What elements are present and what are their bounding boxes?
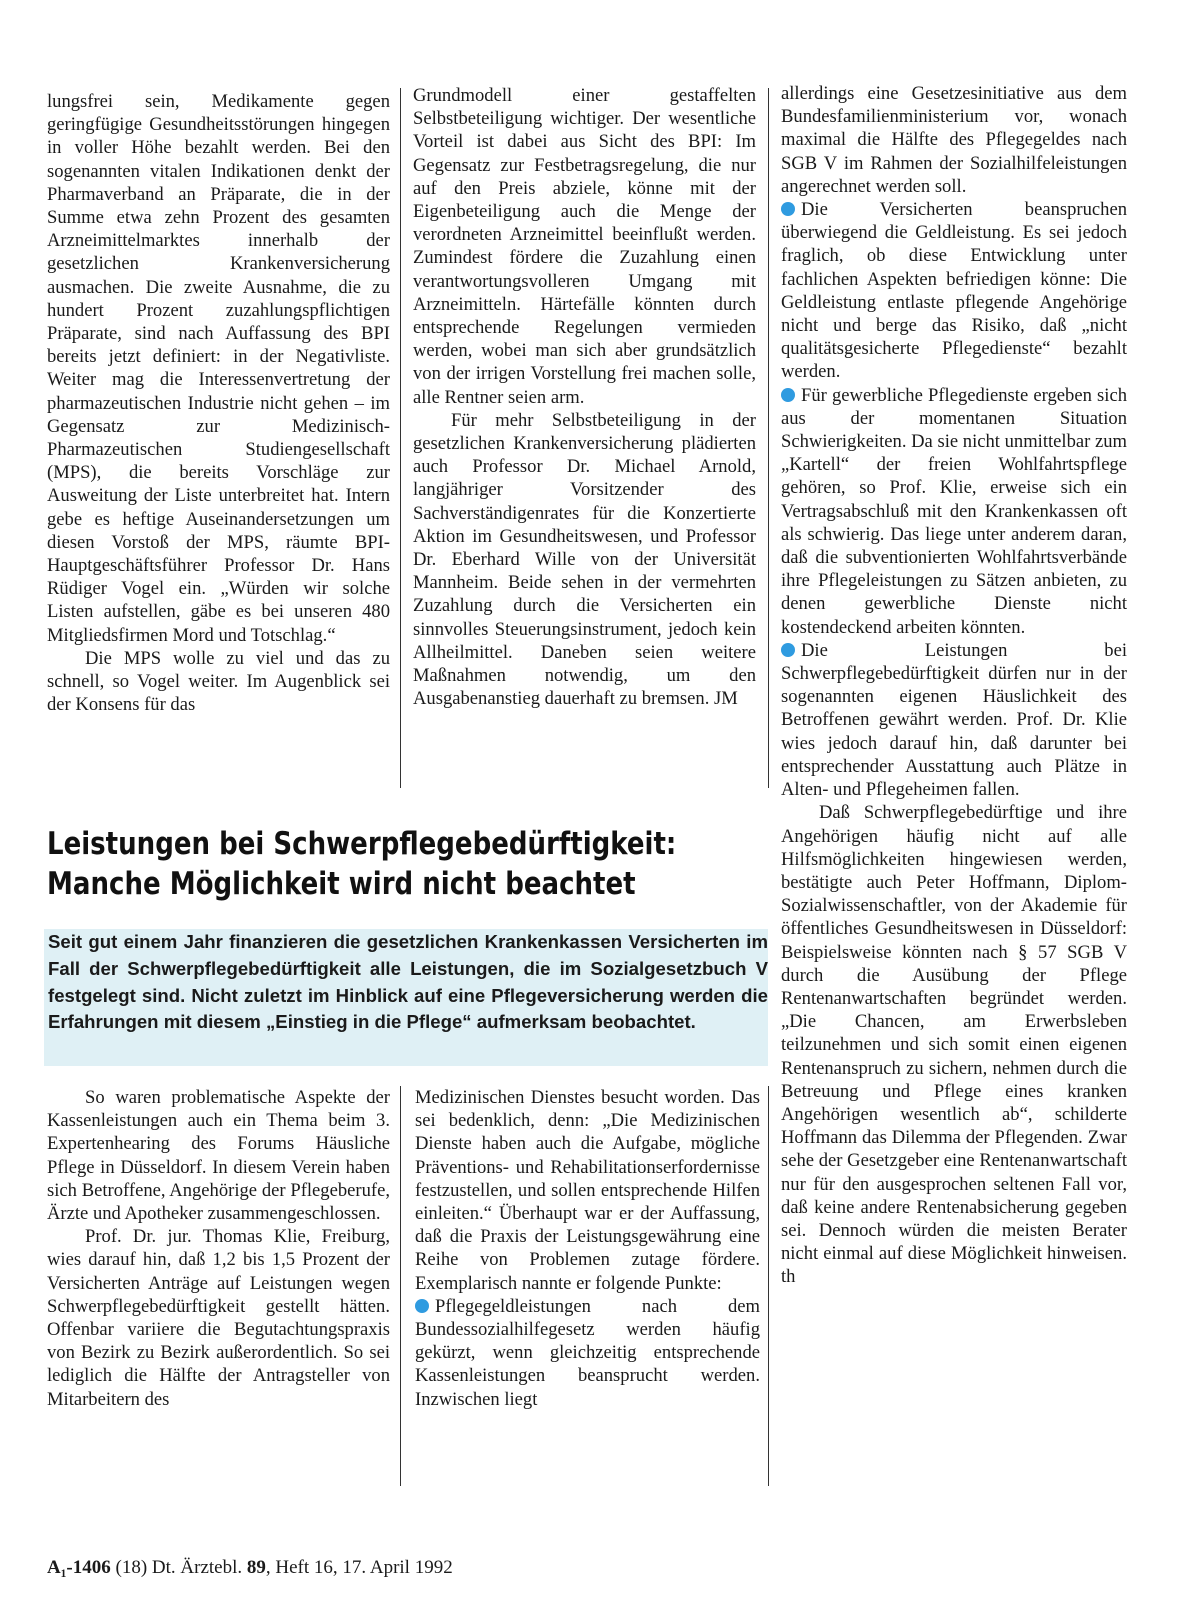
bullet-dot-icon — [415, 1299, 429, 1313]
paragraph-text: Pflegegeldleistungen nach dem Bundessozialhilfegesetz werden häufig gekürzt, wenn gleichzeitig entsprechende Kassenleistungen beansprucht werden. Inzwischen liegt — [415, 1295, 760, 1410]
bullet-dot-icon — [781, 202, 795, 216]
article-column-1 — [47, 90, 390, 716]
lead-paragraph: Seit gut einem Jahr finanzieren die gesetzlichen Krankenkassen Versicherten im Fall der Schwerpflegebedürftigkeit alle Leistungen, die im Sozialgesetzbuch V festgelegt sind. Nicht zuletzt im Hinblick auf eine Pflegeversicherung werden die Erfahrungen mit diesem „Einstieg in die Pflege“ aufmerksam beobachtet. — [44, 929, 768, 1066]
paragraph: lungsfrei sein, Medikamente gegen geringfügige Gesundheitsstörungen hingegen in voller Höhe bezahlt werden. Bei den sogenannten vitalen Indikationen denkt der Pharmaverband an Präparate, die in der Summe etwa zehn Prozent des gesamten Arzneimittelmarktes innerhalb der gesetzlichen Krankenversicherung ausmachen. Die zweite Ausnahme, die zu hundert Prozent zuzahlungspflichtigen Präparate, sind nach Auffassung des BPI bereits jetzt definiert: in der Negativliste. Weiter mag die Interessenvertretung der pharmazeutischen Industrie nicht gehen – im Gegensatz zur Medizinisch-Pharmazeutischen Studiengesellschaft (MPS), die bereits Vorschläge zur Ausweitung der Liste unterbreitet hat. Intern gebe es heftige Auseinandersetzungen um diesen Vorstoß der MPS, räumte BPI-Hauptgeschäftsführer Professor Dr. Hans Rüdiger Vogel ein. „Würden wir solche Listen aufstellen, gäbe es bei unseren 480 Mitgliedsfirmen Mord und Totschlag.“ — [47, 91, 390, 646]
paragraph: Die MPS wolle zu viel und das zu schnell, so Vogel weiter. Im Augenblick sei der Konsens für das — [47, 647, 390, 716]
page-code: A₁-1406 — [47, 1557, 111, 1578]
article-column-4 — [47, 1086, 390, 1411]
paragraph: Daß Schwerpflegebedürftige und ihre Angehörigen häufig nicht auf alle Hilfsmöglichkeiten hingewiesen werden, bestätigte auch Peter Hoffmann, Diplom-Sozialwissenschaftler, von der Akademie für öffentliches Gesundheitswesen in Düsseldorf: Beispielsweise könnten nach § 57 SGB V durch die Ausübung der Pflege Rentenanwartschaften begründet werden. „Die Chancen, am Erwerbsleben teilzunehmen und sich somit einen eigenen Rentenanspruch zu sichern, nehmen durch die Betreuung und Pflege eines kranken Angehörigen wesentlich ab“, schilderte Hoffmann das Dilemma der Pflegenden. Zwar sehe der Gesetzgeber eine Rentenanwartschaft nur für den ausgesprochen seltenen Fall vor, daß keine andere Rentenabsicherung gegeben sei. Dennoch würden die meisten Berater nicht einmal auf diese Möglichkeit hinweisen. th — [781, 802, 1127, 1288]
paragraph: Prof. Dr. jur. Thomas Klie, Freiburg, wies darauf hin, daß 1,2 bis 1,5 Prozent der Versicherten Anträge auf Leistungen wegen Schwerpflegebedürftigkeit gestellt hätten. Offenbar variiere die Begutachtungspraxis von Bezirk zu Bezirk außerordentlich. So sei lediglich die Hälfte der Antragsteller von Mitarbeitern des — [47, 1226, 390, 1410]
citation-suffix: , Heft 16, 17. April 1992 — [265, 1557, 453, 1578]
paragraph: Medizinischen Dienstes besucht worden. Das sei bedenklich, denn: „Die Medizinischen Dienste haben auch die Aufgabe, mögliche Präventions- und Rehabilitationserfordernisse festzustellen, und sollen entsprechende Hilfen einleiten.“ Überhaupt war er der Auffassung, daß die Praxis der Leistungsgewährung eine Reihe von Problemen zutage fördere. Exemplarisch nannte er folgende Punkte: — [415, 1087, 760, 1294]
bullet-paragraph — [781, 639, 1127, 801]
column-divider — [768, 88, 769, 788]
headline-line-2: Manche Möglichkeit wird nicht beachtet — [47, 866, 636, 902]
bullet-paragraph — [781, 198, 1127, 384]
paragraph-text: Die Leistungen bei Schwerpflegebedürftigkeit dürfen nur in der sogenannten eigenen Häuslichkeit des Betroffenen gewährt werden. Prof. Dr. Klie wies jedoch darauf hin, daß darunter bei entsprechender Ausstattung auch Plätze in Alten- und Pflegeheimen fallen. — [781, 639, 1127, 801]
paragraph: Für mehr Selbstbeteiligung in der gesetzlichen Krankenversicherung plädierten auch Professor Dr. Michael Arnold, langjähriger Vorsitzender des Sachverständigenrates für die Konzertierte Aktion im Gesundheitswesen, und Professor Dr. Eberhard Wille von der Universität Mannheim. Beide sehen in der vermehrten Zuzahlung durch die Versicherten ein sinnvolles Steuerungsinstrument, jedoch kein Allheilmittel. Daneben seien weitere Maßnahmen notwendig, um den Ausgabenanstieg dauerhaft zu bremsen. JM — [413, 409, 756, 710]
article-column-5 — [415, 1086, 760, 1411]
paragraph-text: Für gewerbliche Pflegedienste ergeben sich aus der momentanen Situation Schwierigkeiten. Da sie nicht unmittelbar zum „Kartell“ der freien Wohlfahrtspflege gehören, so Prof. Klie, erweise sich ein Vertragsabschluß mit den Krankenkassen oft als schwierig. Das liege unter anderem daran, daß die subventionierten Wohlfahrtsverbände ihre Pflegeleistungen zu Sätzen anbieten, zu denen gewerbliche Dienste nicht kostendeckend arbeiten könnten. — [781, 384, 1127, 638]
page-footer — [47, 1557, 453, 1579]
bullet-paragraph — [415, 1295, 760, 1411]
bullet-paragraph — [781, 384, 1127, 639]
column-divider — [400, 88, 401, 788]
bullet-dot-icon — [781, 388, 795, 402]
citation-prefix: (18) Dt. Ärztebl. — [115, 1557, 247, 1578]
article-column-3 — [781, 82, 1127, 1289]
journal-volume: 89 — [246, 1557, 266, 1578]
headline-line-1: Leistungen bei Schwerpflegebedürftigkeit: — [47, 826, 677, 862]
paragraph: Grundmodell einer gestaffelten Selbstbeteiligung wichtiger. Der wesentliche Vorteil ist dabei aus Sicht des BPI: Im Gegensatz zur Festbetragsregelung, die nur auf den Preis abziele, könne mit der Eigenbeteiligung auch die Menge der verordneten Arzneimittel beeinflußt werden. Zumindest fördere die Zuzahlung einen verantwortungsvolleren Umgang mit Arzneimitteln. Härtefälle könnten durch entsprechende Regelungen vermieden werden, wobei man sich aber grundsätzlich von der irrigen Vorstellung frei machen solle, alle Rentner seien arm. — [413, 85, 756, 408]
article-headline — [47, 824, 677, 904]
column-divider — [400, 1086, 401, 1486]
paragraph: So waren problematische Aspekte der Kassenleistungen auch ein Thema beim 3. Expertenhearing des Forums Häusliche Pflege in Düsseldorf. In diesem Verein haben sich Betroffene, Angehörige der Pflegeberufe, Ärzte und Apotheker zusammengeschlossen. — [47, 1087, 390, 1225]
article-column-2 — [413, 84, 756, 710]
column-divider — [768, 1086, 769, 1486]
bullet-dot-icon — [781, 643, 795, 657]
paragraph: allerdings eine Gesetzesinitiative aus dem Bundesfamilienministerium vor, wonach maximal die Hälfte des Pflegegeldes nach SGB V im Rahmen der Sozialhilfeleistungen angerechnet werden soll. — [781, 83, 1127, 197]
paragraph-text: Die Versicherten beanspruchen überwiegend die Geldleistung. Es sei jedoch fraglich, ob diese Entwicklung unter fachlichen Aspekten befriedigen könne: Die Geldleistung entlaste pflegende Angehörige nicht und berge das Risiko, daß „nicht qualitätsgesicherte Pflegedienste“ bezahlt werden. — [781, 199, 1127, 383]
